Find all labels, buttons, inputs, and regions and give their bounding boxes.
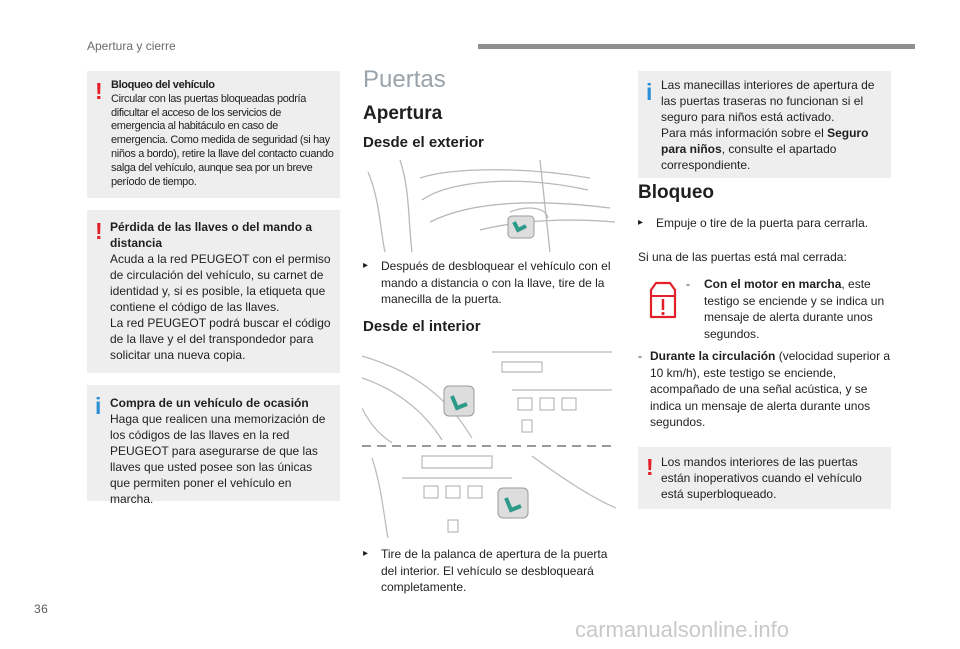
door-open-warning-icon <box>648 280 678 320</box>
page-title: Puertas <box>363 66 446 93</box>
heading-exterior: Desde el exterior <box>363 134 484 151</box>
note-body: La red PEUGEOT podrá buscar el código de la llave y el del transpondedor para solicitar una nueva copia. <box>110 316 331 362</box>
note-body: Los mandos interiores de las puertas están inoperativos cuando el vehículo está superbloqueado. <box>661 455 862 501</box>
note-title: Bloqueo del vehículo <box>111 79 215 91</box>
bullet-icon: ▸ <box>363 260 369 271</box>
warning-mark-icon: ! <box>95 218 103 244</box>
bullet-icon: ▸ <box>363 548 369 559</box>
driving-item: Durante la circulación (velocidad superior a 10 km/h), este testigo se enciende, acompañado de una señal acústica, y se indica un mensaje de alerta durante unos segundos. <box>650 349 891 429</box>
bullet-icon: ▸ <box>638 217 644 228</box>
exterior-instruction: Después de desbloquear el vehículo con el mando a distancia o con la llave, tire de la manecilla de la puerta. <box>381 259 611 306</box>
note-body: Para más información sobre el Seguro para niños, consulte el apartado correspondiente. <box>661 126 869 172</box>
note-superlock <box>638 447 891 509</box>
note-lost-keys <box>87 210 340 373</box>
watermark: carmanualsonline.info <box>575 617 790 642</box>
note-body: Circular con las puertas bloqueadas podría dificultar el acceso de los servicios de emergencia al habitáculo en caso de emergencia. Como medida de seguridad (si hay niños a bordo), retire la llave del contacto cuando salga del vehículo, aunque sea por un breve período de tiempo. <box>111 92 334 188</box>
note-child-lock <box>638 71 891 178</box>
note-title: Compra de un vehículo de ocasión <box>110 396 309 410</box>
lock-instruction: Empuje o tire de la puerta para cerrarla. <box>656 216 869 230</box>
badly-closed-intro: Si una de las puertas está mal cerrada: <box>638 250 847 264</box>
info-mark-icon: i <box>95 393 102 419</box>
heading-bloqueo: Bloqueo <box>638 182 714 203</box>
note-title: Pérdida de las llaves o del mando a distancia <box>110 220 313 250</box>
info-mark-icon: i <box>646 79 653 105</box>
header-bar <box>478 44 915 49</box>
interior-instruction: Tire de la palanca de apertura de la puerta del interior. El vehículo se desbloqueará completamente. <box>381 547 608 594</box>
page-number: 36 <box>34 602 49 616</box>
heading-apertura: Apertura <box>363 103 443 124</box>
engine-running-item: Con el motor en marcha, este testigo se enciende y se indica un mensaje de alerta durante unos segundos. <box>704 277 885 341</box>
warning-mark-icon: ! <box>646 454 654 480</box>
note-vehicle-lock <box>87 71 340 198</box>
warning-mark-icon: ! <box>95 78 103 104</box>
interior-handle-illustration <box>362 348 616 538</box>
note-body: Las manecillas interiores de apertura de las puertas traseras no funcionan si el seguro para niños está activado. <box>661 78 875 124</box>
note-body: Haga que realicen una memorización de los códigos de las llaves en la red PEUGEOT para asegurarse de que las llaves que usted posee son las únicas que permiten poner el vehículo en marcha. <box>110 412 326 506</box>
section-title: Apertura y cierre <box>87 39 176 53</box>
exterior-handle-illustration <box>360 160 616 255</box>
note-used-vehicle <box>87 385 340 506</box>
note-body: Acuda a la red PEUGEOT con el permiso de circulación del vehículo, su carnet de identidad y, si es posible, la etiqueta que contiene el código de las llaves. <box>110 252 331 314</box>
heading-interior: Desde el interior <box>363 318 481 335</box>
